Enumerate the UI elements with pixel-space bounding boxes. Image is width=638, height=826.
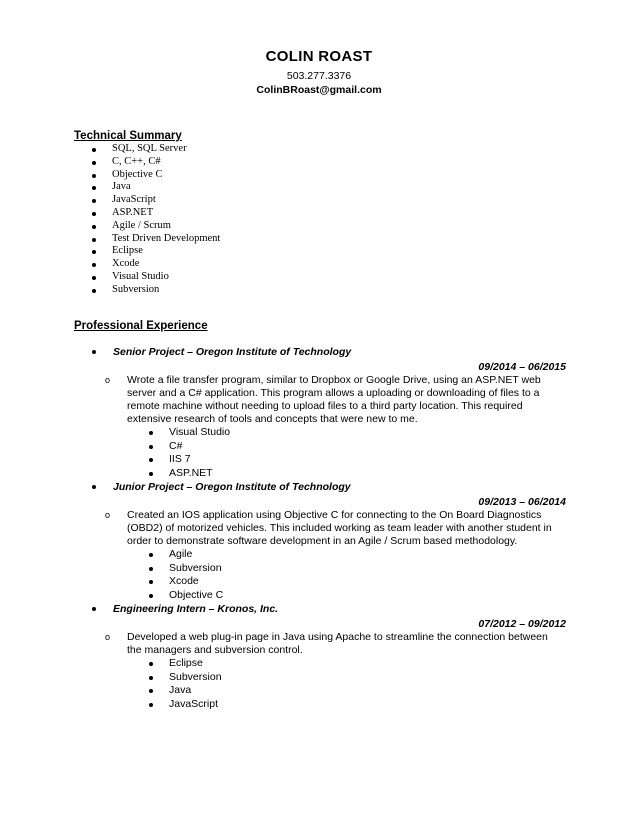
experience-dates: 09/2013 – 06/2014 [478, 496, 566, 508]
skill-item: C, C++, C# [90, 156, 220, 169]
professional-experience-heading: Professional Experience [74, 320, 208, 332]
skill-item: Java [90, 181, 220, 194]
skill-item: ASP.NET [90, 207, 220, 220]
tools-list [147, 548, 570, 602]
tools-list [147, 657, 570, 711]
tool-item: Subversion [147, 562, 570, 576]
skill-item: Visual Studio [90, 271, 220, 284]
experience-dates: 09/2014 – 06/2015 [478, 361, 566, 373]
tool-item: ASP.NET [147, 467, 570, 481]
resume-header [0, 48, 638, 97]
email-address: ColinBRoast@gmail.com [256, 84, 382, 96]
experience-title: Engineering Intern – Kronos, Inc. [113, 603, 279, 615]
tool-item: Objective C [147, 589, 570, 603]
description-text: Developed a web plug-in page in Java using Apache to streamline the connection between the managers and subversion control. [127, 631, 548, 656]
candidate-name: COLIN ROAST [265, 48, 373, 65]
tool-item: Visual Studio [147, 426, 570, 440]
technical-summary-heading: Technical Summary [74, 130, 182, 142]
description-text: Wrote a file transfer program, similar to Dropbox or Google Drive, using an ASP.NET web server and a C# application. This program allows a uploading or downloading of files to a remote machine without needing to upload files to a third party location. This required extensive research of tools and concepts that were new to me. [127, 374, 541, 425]
tool-item: C# [147, 440, 570, 454]
experience-title: Senior Project – Oregon Institute of Technology [113, 346, 352, 358]
experience-dates: 07/2012 – 09/2012 [478, 618, 566, 630]
skill-item: Eclipse [90, 245, 220, 258]
hollow-bullet-icon: o [105, 632, 111, 642]
skill-item: Agile / Scrum [90, 220, 220, 233]
experience-title: Junior Project – Oregon Institute of Technology [113, 481, 351, 493]
description-text: Created an IOS application using Objective C for connecting to the On Board Diagnostics (OBD2) of motorized vehicles. This included working as team leader with another student in order to demonstrate software development in an Agile / Scrum based methodology. [127, 509, 552, 547]
technical-summary-list [90, 143, 220, 297]
tools-list [147, 426, 570, 480]
experience-description [105, 631, 570, 657]
tool-item: IIS 7 [147, 453, 570, 467]
tool-item: Xcode [147, 575, 570, 589]
tool-item: Agile [147, 548, 570, 562]
tool-item: Eclipse [147, 657, 570, 671]
skill-item: Xcode [90, 258, 220, 271]
hollow-bullet-icon: o [105, 510, 111, 520]
experience-entry [90, 345, 570, 480]
tool-item: JavaScript [147, 698, 570, 712]
skill-item: Test Driven Development [90, 233, 220, 246]
experience-entry [90, 602, 570, 711]
experience-entry [90, 480, 570, 602]
tool-item: Java [147, 684, 570, 698]
skill-item: Subversion [90, 284, 220, 297]
experience-description [105, 509, 570, 548]
phone-number: 503.277.3376 [286, 70, 352, 82]
tool-item: Subversion [147, 671, 570, 685]
experience-description [105, 374, 570, 426]
skill-item: JavaScript [90, 194, 220, 207]
skill-item: SQL, SQL Server [90, 143, 220, 156]
hollow-bullet-icon: o [105, 375, 111, 385]
skill-item: Objective C [90, 169, 220, 182]
